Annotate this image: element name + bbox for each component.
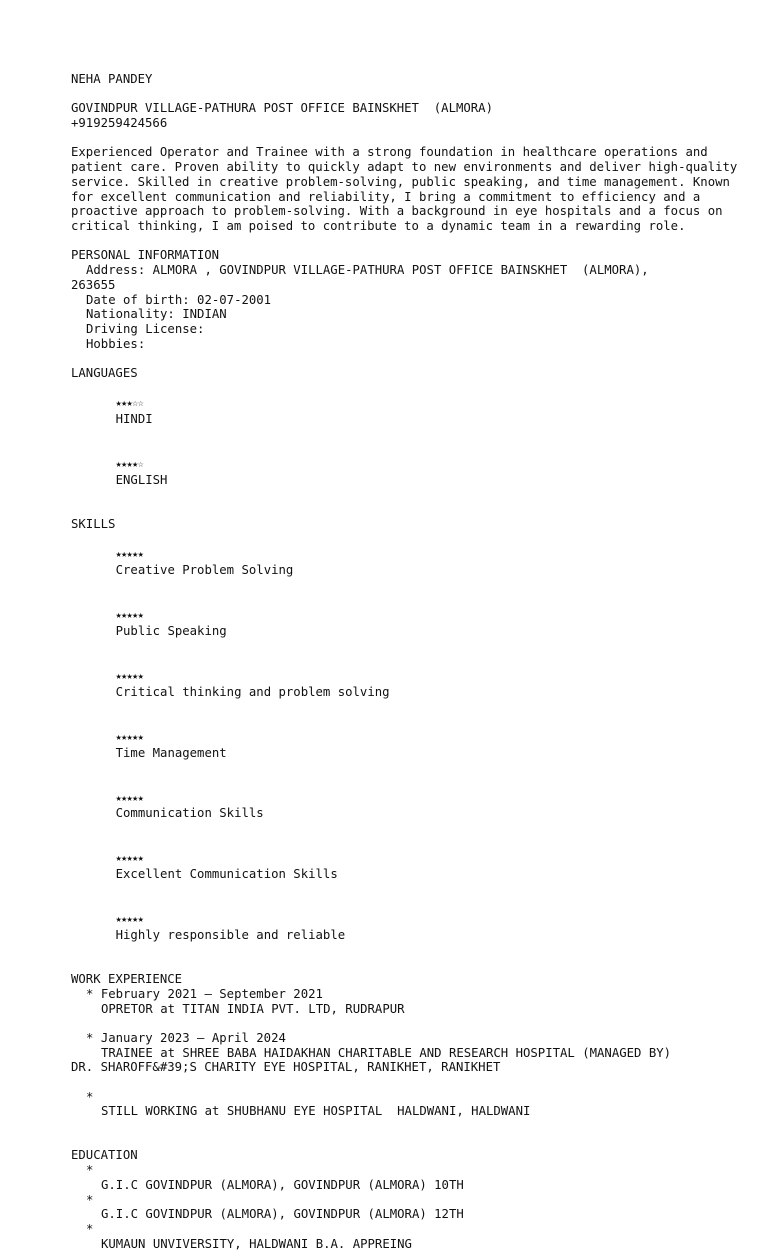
- education-bullet: [71, 1193, 751, 1208]
- language-label: ENGLISH: [115, 472, 168, 487]
- skill-label: Time Management: [115, 745, 227, 760]
- star-rating-icon: ★★★★☆: [115, 459, 144, 471]
- resume-document: [71, 72, 751, 1251]
- summary-paragraph: Experienced Operator and Trainee with a strong foundation in healthcare operations and patient care. Proven ability to quickly adapt to new environments and deliver high-quality service. Skilled in creative problem-solving, public speaking, and time management. Known for excellent communication and reliability, I bring a commitment to efficiency and a proactive approach to problem-solving. With a background in eye hospitals and a focus on critical thinking, I am poised to contribute to a dynamic team in a rewarding role.: [71, 145, 745, 233]
- personal-info-heading: PERSONAL INFORMATION: [71, 248, 220, 263]
- bullet-icon: *: [86, 1221, 94, 1236]
- skill-label: Communication Skills: [115, 806, 264, 821]
- star-rating-icon: ★★★☆☆: [115, 398, 144, 410]
- work-role: TRAINEE at SHREE BABA HAIDAKHAN CHARITABLE AND RESEARCH HOSPITAL (MANAGED BY): [101, 1045, 672, 1060]
- star-rating-icon: ★★★★★: [115, 914, 144, 926]
- star-rating-icon: ★★★★★: [115, 549, 144, 561]
- star-rating-icon: ★★★★★: [115, 671, 144, 683]
- work-experience-heading: WORK EXPERIENCE: [71, 972, 183, 987]
- bullet-icon: *: [86, 1089, 94, 1104]
- education-item: G.I.C GOVINDPUR (ALMORA), GOVINDPUR (ALMORA) 10TH: [101, 1177, 464, 1192]
- skill-label: Excellent Communication Skills: [115, 867, 338, 882]
- work-dates: February 2021 – September 2021: [100, 986, 323, 1001]
- education-bullet: [71, 1222, 751, 1237]
- personal-address-pincode: 263655: [71, 277, 116, 292]
- work-item-dates: [71, 987, 751, 1002]
- star-rating-icon: ★★★★★: [115, 610, 144, 622]
- personal-nationality: Nationality: INDIAN: [86, 307, 227, 322]
- bullet-icon: *: [86, 986, 94, 1001]
- languages-heading: LANGUAGES: [71, 366, 138, 380]
- skill-label: Creative Problem Solving: [115, 563, 294, 578]
- star-rating-icon: ★★★★★: [115, 792, 144, 804]
- skill-item: [71, 653, 751, 714]
- work-role: OPRETOR at TITAN INDIA PVT. LTD, RUDRAPUR: [101, 1001, 405, 1016]
- personal-hobbies: Hobbies:: [86, 336, 146, 351]
- star-rating-icon: ★★★★★: [115, 731, 144, 743]
- skill-item: [71, 532, 751, 593]
- skill-item: [71, 714, 751, 775]
- skill-label: Public Speaking: [115, 623, 227, 638]
- bullet-icon: *: [86, 1030, 94, 1045]
- personal-dob: Date of birth: 02-07-2001: [86, 292, 272, 307]
- skill-item: [71, 593, 751, 654]
- education-item: KUMAUN UNVIVERSITY, HALDWANI B.A. APPREING: [101, 1236, 412, 1251]
- skill-label: Critical thinking and problem solving: [115, 684, 390, 699]
- work-item-dates: [71, 1031, 751, 1046]
- work-item-bullet: [71, 1090, 751, 1105]
- personal-address-line: Address: ALMORA , GOVINDPUR VILLAGE-PATHURA POST OFFICE BAINSKHET (ALMORA),: [86, 263, 649, 278]
- skill-item: [71, 775, 751, 836]
- bullet-icon: *: [86, 1163, 94, 1178]
- education-bullet: [71, 1163, 751, 1178]
- language-item: [71, 442, 751, 503]
- skill-item: [71, 897, 751, 958]
- language-item: [71, 381, 751, 442]
- skill-label: Highly responsible and reliable: [115, 928, 346, 942]
- work-dates: January 2023 – April 2024: [100, 1030, 286, 1045]
- candidate-name: NEHA PANDEY: [71, 72, 153, 86]
- education-heading: EDUCATION: [71, 1148, 138, 1163]
- candidate-phone: +919259424566: [71, 116, 168, 131]
- star-rating-icon: ★★★★★: [115, 853, 144, 865]
- education-item: G.I.C GOVINDPUR (ALMORA), GOVINDPUR (ALMORA) 12TH: [101, 1207, 464, 1222]
- work-role-continuation: DR. SHAROFF&#39;S CHARITY EYE HOSPITAL, RANIKHET, RANIKHET: [71, 1060, 501, 1075]
- bullet-icon: *: [86, 1192, 94, 1207]
- skill-item: [71, 836, 751, 897]
- language-label: HINDI: [115, 412, 153, 427]
- personal-driving-license: Driving License:: [86, 321, 205, 336]
- work-role: STILL WORKING at SHUBHANU EYE HOSPITAL HALDWANI, HALDWANI: [101, 1104, 531, 1119]
- candidate-address: GOVINDPUR VILLAGE-PATHURA POST OFFICE BAINSKHET (ALMORA): [71, 101, 493, 116]
- skills-heading: SKILLS: [71, 517, 116, 532]
